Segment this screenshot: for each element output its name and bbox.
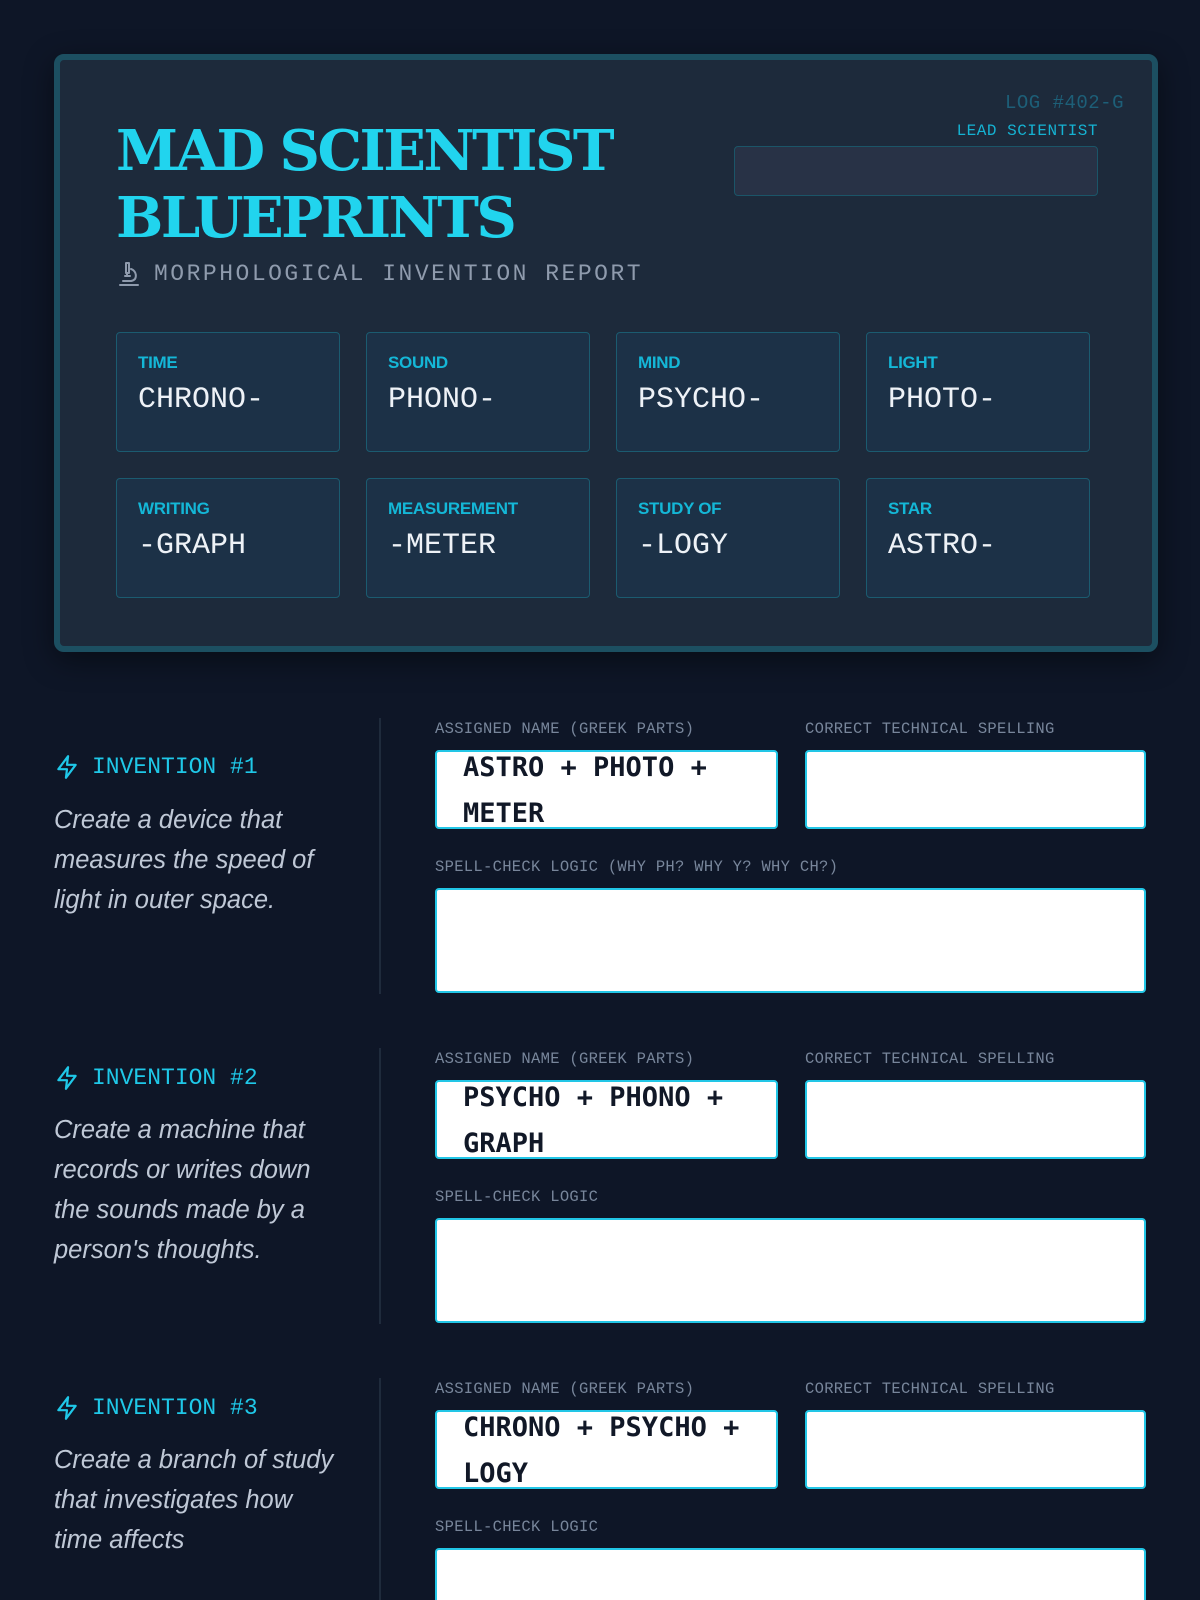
root-meaning: LIGHT	[888, 353, 938, 372]
root-meaning: TIME	[138, 353, 178, 372]
assigned-name-label: ASSIGNED NAME (GREEK PARTS)	[435, 720, 695, 738]
root-value: PHOTO-	[888, 383, 997, 417]
spell-check-logic-textarea[interactable]	[435, 1218, 1146, 1323]
section-divider	[379, 718, 381, 994]
report-subtitle	[116, 260, 643, 288]
root-tile-measurement	[366, 478, 590, 598]
section-divider	[379, 1378, 381, 1600]
root-tile-star	[866, 478, 1090, 598]
assigned-name-value: CHRONO + PSYCHO + LOGY	[463, 1412, 740, 1489]
lightning-bolt-icon	[54, 754, 80, 780]
invention-section-1	[54, 718, 1146, 994]
root-meaning: SOUND	[388, 353, 448, 372]
lead-scientist-input[interactable]	[734, 146, 1098, 196]
spell-check-logic-textarea[interactable]	[435, 888, 1146, 993]
spell-check-logic-label: SPELL-CHECK LOGIC (WHY PH? WHY Y? WHY CH?)	[435, 858, 839, 876]
technical-spelling-label: CORRECT TECHNICAL SPELLING	[805, 720, 1055, 738]
root-value: -METER	[388, 529, 497, 563]
invention-title: INVENTION #1	[92, 754, 258, 780]
invention-title: INVENTION #2	[92, 1065, 258, 1091]
technical-spelling-label: CORRECT TECHNICAL SPELLING	[805, 1050, 1055, 1068]
report-subtitle-text: MORPHOLOGICAL INVENTION REPORT	[154, 261, 644, 287]
assigned-name-label: ASSIGNED NAME (GREEK PARTS)	[435, 1050, 695, 1068]
invention-description: Create a device that measures the speed of light in outer space.	[54, 806, 314, 914]
spell-check-logic-textarea[interactable]	[435, 1548, 1146, 1600]
root-value: CHRONO-	[138, 383, 265, 417]
invention-section-2	[54, 1048, 1146, 1324]
lightning-bolt-icon	[54, 1065, 80, 1091]
technical-spelling-input[interactable]	[805, 1080, 1146, 1159]
page-title: MAD SCIENTIST BLUEPRINTS	[116, 118, 613, 251]
root-meaning: WRITING	[138, 499, 210, 518]
log-number: LOG #402-G	[1004, 92, 1124, 114]
assigned-name-value: PSYCHO + PHONO + GRAPH	[463, 1082, 724, 1159]
root-tile-sound	[366, 332, 590, 452]
invention-title: INVENTION #3	[92, 1395, 258, 1421]
invention-description: Create a branch of study that investigates how time affects	[54, 1446, 334, 1554]
root-tile-mind	[616, 332, 840, 452]
lead-scientist-label: LEAD SCIENTIST	[956, 122, 1098, 140]
invention-description: Create a machine that records or writes down the sounds made by a person's thoughts.	[54, 1116, 311, 1264]
assigned-name-field[interactable]	[435, 750, 778, 829]
greek-roots-grid	[116, 332, 1092, 598]
root-tile-light	[866, 332, 1090, 452]
microscope-icon	[116, 260, 142, 288]
root-tile-study-of	[616, 478, 840, 598]
lightning-bolt-icon	[54, 1395, 80, 1421]
root-meaning: STAR	[888, 499, 932, 518]
invention-heading	[54, 754, 258, 780]
root-tile-writing	[116, 478, 340, 598]
spell-check-logic-label: SPELL-CHECK LOGIC	[435, 1188, 599, 1206]
blueprint-header-card	[54, 54, 1158, 652]
assigned-name-field[interactable]	[435, 1080, 778, 1159]
invention-heading	[54, 1065, 258, 1091]
section-divider	[379, 1048, 381, 1324]
root-meaning: STUDY OF	[638, 499, 722, 518]
technical-spelling-label: CORRECT TECHNICAL SPELLING	[805, 1380, 1055, 1398]
root-value: PHONO-	[388, 383, 497, 417]
assigned-name-field[interactable]	[435, 1410, 778, 1489]
root-value: ASTRO-	[888, 529, 997, 563]
invention-heading	[54, 1395, 258, 1421]
invention-section-3	[54, 1378, 1146, 1600]
root-meaning: MIND	[638, 353, 681, 372]
technical-spelling-input[interactable]	[805, 750, 1146, 829]
root-value: -GRAPH	[138, 529, 247, 563]
root-tile-time	[116, 332, 340, 452]
assigned-name-label: ASSIGNED NAME (GREEK PARTS)	[435, 1380, 695, 1398]
spell-check-logic-label: SPELL-CHECK LOGIC	[435, 1518, 599, 1536]
technical-spelling-input[interactable]	[805, 1410, 1146, 1489]
root-value: -LOGY	[638, 529, 729, 563]
assigned-name-value: ASTRO + PHOTO + METER	[463, 752, 707, 829]
root-meaning: MEASUREMENT	[388, 499, 518, 518]
root-value: PSYCHO-	[638, 383, 765, 417]
